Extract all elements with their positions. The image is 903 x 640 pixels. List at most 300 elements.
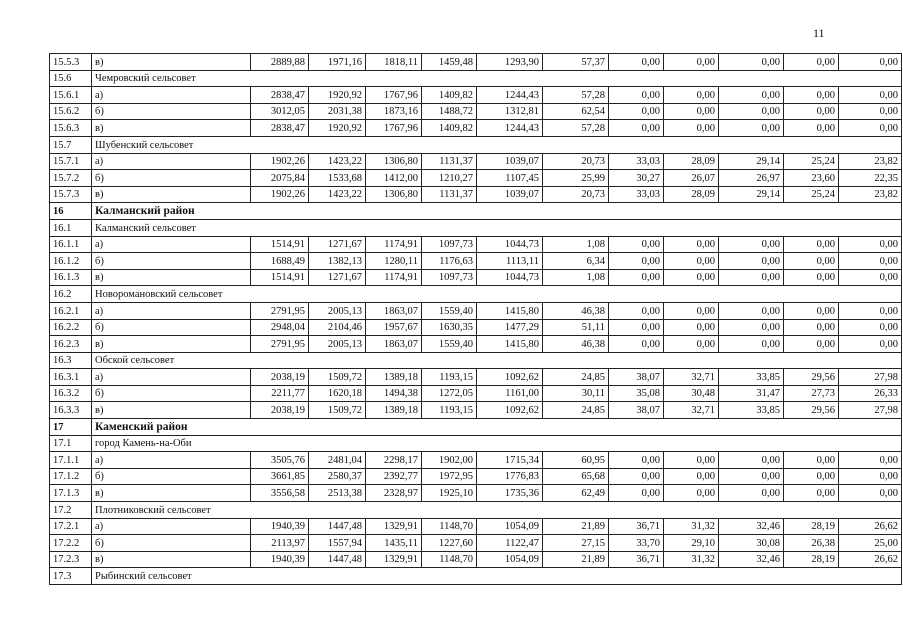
value-cell: 1459,48 bbox=[422, 54, 477, 71]
row-code: 16.2.2 bbox=[50, 319, 92, 336]
value-cell: 1767,96 bbox=[366, 120, 422, 137]
value-cell: 1329,91 bbox=[366, 518, 422, 535]
value-cell: 1415,80 bbox=[477, 336, 543, 353]
table-row bbox=[50, 120, 902, 137]
value-cell: 1244,43 bbox=[477, 87, 543, 104]
value-cell: 2481,04 bbox=[309, 452, 366, 469]
row-code: 16.3 bbox=[50, 352, 92, 369]
row-variant: в) bbox=[92, 485, 251, 502]
table-row bbox=[50, 468, 902, 485]
value-cell: 1514,91 bbox=[251, 269, 309, 286]
row-code: 16.3.3 bbox=[50, 402, 92, 419]
value-cell: 1902,26 bbox=[251, 186, 309, 203]
row-code: 15.6.3 bbox=[50, 120, 92, 137]
table-row bbox=[50, 535, 902, 552]
row-variant: в) bbox=[92, 402, 251, 419]
value-cell: 57,28 bbox=[543, 120, 609, 137]
value-cell: 1435,11 bbox=[366, 535, 422, 552]
value-cell: 0,00 bbox=[609, 336, 664, 353]
value-cell: 25,00 bbox=[839, 535, 902, 552]
value-cell: 2513,38 bbox=[309, 485, 366, 502]
value-cell: 0,00 bbox=[719, 485, 784, 502]
row-variant: а) bbox=[92, 153, 251, 170]
settlement-name: Обской сельсовет bbox=[92, 352, 902, 369]
value-cell: 0,00 bbox=[719, 253, 784, 270]
value-cell: 33,03 bbox=[609, 153, 664, 170]
district-row bbox=[50, 203, 902, 220]
table-row bbox=[50, 485, 902, 502]
value-cell: 2113,97 bbox=[251, 535, 309, 552]
value-cell: 2104,46 bbox=[309, 319, 366, 336]
value-cell: 26,38 bbox=[784, 535, 839, 552]
value-cell: 0,00 bbox=[664, 336, 719, 353]
value-cell: 2298,17 bbox=[366, 452, 422, 469]
value-cell: 0,00 bbox=[609, 54, 664, 71]
value-cell: 32,71 bbox=[664, 369, 719, 386]
value-cell: 3505,76 bbox=[251, 452, 309, 469]
value-cell: 0,00 bbox=[664, 468, 719, 485]
value-cell: 22,35 bbox=[839, 170, 902, 187]
value-cell: 0,00 bbox=[784, 452, 839, 469]
row-code: 16 bbox=[50, 203, 92, 220]
value-cell: 0,00 bbox=[609, 302, 664, 319]
value-cell: 1423,22 bbox=[309, 153, 366, 170]
row-code: 17.2.1 bbox=[50, 518, 92, 535]
value-cell: 1559,40 bbox=[422, 302, 477, 319]
row-variant: а) bbox=[92, 452, 251, 469]
value-cell: 23,82 bbox=[839, 153, 902, 170]
value-cell: 62,49 bbox=[543, 485, 609, 502]
row-variant: а) bbox=[92, 302, 251, 319]
row-code: 17 bbox=[50, 419, 92, 436]
value-cell: 1715,34 bbox=[477, 452, 543, 469]
value-cell: 57,37 bbox=[543, 54, 609, 71]
settlement-name: Калманский сельсовет bbox=[92, 219, 902, 236]
value-cell: 1097,73 bbox=[422, 269, 477, 286]
value-cell: 2211,77 bbox=[251, 385, 309, 402]
row-variant: в) bbox=[92, 54, 251, 71]
row-code: 16.1 bbox=[50, 219, 92, 236]
value-cell: 1271,67 bbox=[309, 269, 366, 286]
value-cell: 1509,72 bbox=[309, 369, 366, 386]
value-cell: 1161,00 bbox=[477, 385, 543, 402]
value-cell: 26,62 bbox=[839, 518, 902, 535]
value-cell: 1107,45 bbox=[477, 170, 543, 187]
value-cell: 28,09 bbox=[664, 153, 719, 170]
value-cell: 0,00 bbox=[784, 302, 839, 319]
row-variant: в) bbox=[92, 551, 251, 568]
value-cell: 1630,35 bbox=[422, 319, 477, 336]
row-variant: б) bbox=[92, 535, 251, 552]
value-cell: 32,46 bbox=[719, 551, 784, 568]
value-cell: 1382,13 bbox=[309, 253, 366, 270]
row-variant: в) bbox=[92, 120, 251, 137]
value-cell: 1092,62 bbox=[477, 402, 543, 419]
value-cell: 0,00 bbox=[784, 87, 839, 104]
settlement-name: Шубенский сельсовет bbox=[92, 136, 902, 153]
value-cell: 23,60 bbox=[784, 170, 839, 187]
value-cell: 1925,10 bbox=[422, 485, 477, 502]
value-cell: 0,00 bbox=[719, 54, 784, 71]
row-code: 17.2.3 bbox=[50, 551, 92, 568]
value-cell: 0,00 bbox=[609, 253, 664, 270]
value-cell: 2580,37 bbox=[309, 468, 366, 485]
value-cell: 1409,82 bbox=[422, 87, 477, 104]
value-cell: 30,08 bbox=[719, 535, 784, 552]
row-code: 16.1.3 bbox=[50, 269, 92, 286]
value-cell: 27,98 bbox=[839, 402, 902, 419]
value-cell: 0,00 bbox=[839, 103, 902, 120]
value-cell: 33,03 bbox=[609, 186, 664, 203]
value-cell: 30,48 bbox=[664, 385, 719, 402]
value-cell: 3012,05 bbox=[251, 103, 309, 120]
value-cell: 1971,16 bbox=[309, 54, 366, 71]
value-cell: 0,00 bbox=[664, 319, 719, 336]
row-code: 17.2 bbox=[50, 502, 92, 519]
value-cell: 21,89 bbox=[543, 518, 609, 535]
value-cell: 1039,07 bbox=[477, 186, 543, 203]
value-cell: 25,99 bbox=[543, 170, 609, 187]
value-cell: 30,27 bbox=[609, 170, 664, 187]
value-cell: 0,00 bbox=[839, 269, 902, 286]
table-row bbox=[50, 385, 902, 402]
value-cell: 26,33 bbox=[839, 385, 902, 402]
value-cell: 0,00 bbox=[839, 236, 902, 253]
value-cell: 1044,73 bbox=[477, 269, 543, 286]
value-cell: 1902,00 bbox=[422, 452, 477, 469]
value-cell: 1972,95 bbox=[422, 468, 477, 485]
value-cell: 0,00 bbox=[609, 269, 664, 286]
value-cell: 26,07 bbox=[664, 170, 719, 187]
value-cell: 0,00 bbox=[784, 54, 839, 71]
table-row bbox=[50, 253, 902, 270]
value-cell: 2948,04 bbox=[251, 319, 309, 336]
value-cell: 0,00 bbox=[664, 485, 719, 502]
value-cell: 1176,63 bbox=[422, 253, 477, 270]
settlement-row bbox=[50, 286, 902, 303]
row-code: 15.5.3 bbox=[50, 54, 92, 71]
value-cell: 0,00 bbox=[664, 253, 719, 270]
value-cell: 51,11 bbox=[543, 319, 609, 336]
value-cell: 1863,07 bbox=[366, 336, 422, 353]
row-variant: б) bbox=[92, 468, 251, 485]
value-cell: 2328,97 bbox=[366, 485, 422, 502]
table-row bbox=[50, 452, 902, 469]
value-cell: 0,00 bbox=[609, 468, 664, 485]
settlement-row bbox=[50, 568, 902, 585]
row-code: 16.2.3 bbox=[50, 336, 92, 353]
row-variant: а) bbox=[92, 236, 251, 253]
value-cell: 62,54 bbox=[543, 103, 609, 120]
value-cell: 1873,16 bbox=[366, 103, 422, 120]
value-cell: 1227,60 bbox=[422, 535, 477, 552]
value-cell: 1920,92 bbox=[309, 87, 366, 104]
value-cell: 31,32 bbox=[664, 551, 719, 568]
value-cell: 36,71 bbox=[609, 518, 664, 535]
value-cell: 0,00 bbox=[784, 236, 839, 253]
row-code: 16.2.1 bbox=[50, 302, 92, 319]
row-variant: в) bbox=[92, 336, 251, 353]
value-cell: 1818,11 bbox=[366, 54, 422, 71]
row-variant: б) bbox=[92, 319, 251, 336]
table-row bbox=[50, 269, 902, 286]
value-cell: 2005,13 bbox=[309, 302, 366, 319]
value-cell: 0,00 bbox=[839, 87, 902, 104]
value-cell: 27,98 bbox=[839, 369, 902, 386]
value-cell: 1767,96 bbox=[366, 87, 422, 104]
row-variant: в) bbox=[92, 186, 251, 203]
row-code: 17.3 bbox=[50, 568, 92, 585]
value-cell: 0,00 bbox=[664, 54, 719, 71]
value-cell: 28,19 bbox=[784, 518, 839, 535]
row-code: 17.1 bbox=[50, 435, 92, 452]
value-cell: 0,00 bbox=[784, 103, 839, 120]
value-cell: 2075,84 bbox=[251, 170, 309, 187]
row-code: 16.3.1 bbox=[50, 369, 92, 386]
value-cell: 1193,15 bbox=[422, 402, 477, 419]
value-cell: 1389,18 bbox=[366, 369, 422, 386]
page-number: 11 bbox=[813, 26, 825, 40]
value-cell: 0,00 bbox=[719, 319, 784, 336]
value-cell: 0,00 bbox=[839, 452, 902, 469]
row-variant: б) bbox=[92, 385, 251, 402]
value-cell: 1415,80 bbox=[477, 302, 543, 319]
value-cell: 20,73 bbox=[543, 186, 609, 203]
value-cell: 2005,13 bbox=[309, 336, 366, 353]
value-cell: 0,00 bbox=[839, 485, 902, 502]
value-cell: 0,00 bbox=[839, 54, 902, 71]
value-cell: 21,89 bbox=[543, 551, 609, 568]
value-cell: 1,08 bbox=[543, 236, 609, 253]
value-cell: 29,10 bbox=[664, 535, 719, 552]
value-cell: 29,56 bbox=[784, 369, 839, 386]
value-cell: 60,95 bbox=[543, 452, 609, 469]
value-cell: 1409,82 bbox=[422, 120, 477, 137]
value-cell: 20,73 bbox=[543, 153, 609, 170]
value-cell: 1092,62 bbox=[477, 369, 543, 386]
value-cell: 1148,70 bbox=[422, 518, 477, 535]
value-cell: 1620,18 bbox=[309, 385, 366, 402]
table-row bbox=[50, 319, 902, 336]
value-cell: 25,24 bbox=[784, 153, 839, 170]
value-cell: 2038,19 bbox=[251, 369, 309, 386]
value-cell: 1329,91 bbox=[366, 551, 422, 568]
value-cell: 65,68 bbox=[543, 468, 609, 485]
value-cell: 2038,19 bbox=[251, 402, 309, 419]
value-cell: 1389,18 bbox=[366, 402, 422, 419]
district-row bbox=[50, 419, 902, 436]
value-cell: 1054,09 bbox=[477, 518, 543, 535]
value-cell: 1957,67 bbox=[366, 319, 422, 336]
settlement-row bbox=[50, 352, 902, 369]
table-row bbox=[50, 518, 902, 535]
value-cell: 1097,73 bbox=[422, 236, 477, 253]
value-cell: 0,00 bbox=[719, 87, 784, 104]
value-cell: 1122,47 bbox=[477, 535, 543, 552]
row-code: 15.7.3 bbox=[50, 186, 92, 203]
table-row bbox=[50, 54, 902, 71]
value-cell: 1193,15 bbox=[422, 369, 477, 386]
value-cell: 23,82 bbox=[839, 186, 902, 203]
value-cell: 0,00 bbox=[609, 87, 664, 104]
value-cell: 2791,95 bbox=[251, 336, 309, 353]
value-cell: 0,00 bbox=[664, 103, 719, 120]
value-cell: 1447,48 bbox=[309, 551, 366, 568]
tariff-table bbox=[49, 53, 902, 585]
value-cell: 0,00 bbox=[664, 269, 719, 286]
row-variant: б) bbox=[92, 253, 251, 270]
value-cell: 1174,91 bbox=[366, 236, 422, 253]
value-cell: 1412,00 bbox=[366, 170, 422, 187]
table-row bbox=[50, 402, 902, 419]
value-cell: 0,00 bbox=[609, 236, 664, 253]
row-variant: б) bbox=[92, 170, 251, 187]
value-cell: 25,24 bbox=[784, 186, 839, 203]
district-name: Калманский район bbox=[92, 203, 902, 220]
value-cell: 29,14 bbox=[719, 186, 784, 203]
value-cell: 32,46 bbox=[719, 518, 784, 535]
value-cell: 1557,94 bbox=[309, 535, 366, 552]
value-cell: 1940,39 bbox=[251, 518, 309, 535]
value-cell: 1039,07 bbox=[477, 153, 543, 170]
value-cell: 38,07 bbox=[609, 369, 664, 386]
table-row bbox=[50, 87, 902, 104]
value-cell: 1293,90 bbox=[477, 54, 543, 71]
value-cell: 3556,58 bbox=[251, 485, 309, 502]
value-cell: 57,28 bbox=[543, 87, 609, 104]
value-cell: 26,62 bbox=[839, 551, 902, 568]
value-cell: 0,00 bbox=[784, 468, 839, 485]
settlement-name: город Камень-на-Оби bbox=[92, 435, 902, 452]
row-code: 17.1.3 bbox=[50, 485, 92, 502]
value-cell: 1488,72 bbox=[422, 103, 477, 120]
value-cell: 1244,43 bbox=[477, 120, 543, 137]
value-cell: 0,00 bbox=[664, 236, 719, 253]
row-code: 17.1.2 bbox=[50, 468, 92, 485]
value-cell: 32,71 bbox=[664, 402, 719, 419]
value-cell: 1044,73 bbox=[477, 236, 543, 253]
settlement-row bbox=[50, 435, 902, 452]
table-body bbox=[50, 54, 902, 585]
value-cell: 24,85 bbox=[543, 369, 609, 386]
settlement-row bbox=[50, 136, 902, 153]
row-variant: а) bbox=[92, 369, 251, 386]
settlement-row bbox=[50, 219, 902, 236]
value-cell: 2791,95 bbox=[251, 302, 309, 319]
value-cell: 0,00 bbox=[719, 269, 784, 286]
value-cell: 38,07 bbox=[609, 402, 664, 419]
value-cell: 1920,92 bbox=[309, 120, 366, 137]
value-cell: 0,00 bbox=[609, 319, 664, 336]
table-row bbox=[50, 153, 902, 170]
row-variant: а) bbox=[92, 518, 251, 535]
row-code: 15.6.1 bbox=[50, 87, 92, 104]
value-cell: 35,08 bbox=[609, 385, 664, 402]
value-cell: 1306,80 bbox=[366, 153, 422, 170]
value-cell: 1688,49 bbox=[251, 253, 309, 270]
value-cell: 46,38 bbox=[543, 336, 609, 353]
row-code: 15.7.2 bbox=[50, 170, 92, 187]
value-cell: 1509,72 bbox=[309, 402, 366, 419]
value-cell: 31,32 bbox=[664, 518, 719, 535]
value-cell: 1131,37 bbox=[422, 186, 477, 203]
value-cell: 6,34 bbox=[543, 253, 609, 270]
row-variant: в) bbox=[92, 269, 251, 286]
value-cell: 0,00 bbox=[839, 336, 902, 353]
settlement-row bbox=[50, 502, 902, 519]
value-cell: 1113,11 bbox=[477, 253, 543, 270]
value-cell: 0,00 bbox=[784, 120, 839, 137]
row-code: 15.7.1 bbox=[50, 153, 92, 170]
row-variant: б) bbox=[92, 103, 251, 120]
value-cell: 29,56 bbox=[784, 402, 839, 419]
value-cell: 33,85 bbox=[719, 402, 784, 419]
value-cell: 0,00 bbox=[839, 302, 902, 319]
row-code: 15.6.2 bbox=[50, 103, 92, 120]
value-cell: 0,00 bbox=[719, 468, 784, 485]
value-cell: 0,00 bbox=[839, 468, 902, 485]
table-row bbox=[50, 186, 902, 203]
value-cell: 0,00 bbox=[719, 452, 784, 469]
value-cell: 0,00 bbox=[664, 302, 719, 319]
row-code: 16.1.2 bbox=[50, 253, 92, 270]
value-cell: 1494,38 bbox=[366, 385, 422, 402]
table-row bbox=[50, 336, 902, 353]
value-cell: 0,00 bbox=[664, 87, 719, 104]
table-row bbox=[50, 551, 902, 568]
value-cell: 1054,09 bbox=[477, 551, 543, 568]
value-cell: 33,70 bbox=[609, 535, 664, 552]
value-cell: 0,00 bbox=[664, 452, 719, 469]
value-cell: 2838,47 bbox=[251, 87, 309, 104]
value-cell: 31,47 bbox=[719, 385, 784, 402]
value-cell: 28,19 bbox=[784, 551, 839, 568]
row-code: 15.7 bbox=[50, 136, 92, 153]
value-cell: 1280,11 bbox=[366, 253, 422, 270]
value-cell: 0,00 bbox=[839, 120, 902, 137]
value-cell: 3661,85 bbox=[251, 468, 309, 485]
value-cell: 0,00 bbox=[719, 120, 784, 137]
value-cell: 0,00 bbox=[719, 236, 784, 253]
value-cell: 1131,37 bbox=[422, 153, 477, 170]
value-cell: 0,00 bbox=[609, 452, 664, 469]
settlement-name: Рыбинский сельсовет bbox=[92, 568, 902, 585]
value-cell: 1477,29 bbox=[477, 319, 543, 336]
value-cell: 27,73 bbox=[784, 385, 839, 402]
value-cell: 1174,91 bbox=[366, 269, 422, 286]
value-cell: 2838,47 bbox=[251, 120, 309, 137]
value-cell: 46,38 bbox=[543, 302, 609, 319]
district-name: Каменский район bbox=[92, 419, 902, 436]
value-cell: 1940,39 bbox=[251, 551, 309, 568]
value-cell: 0,00 bbox=[784, 319, 839, 336]
value-cell: 0,00 bbox=[839, 253, 902, 270]
value-cell: 36,71 bbox=[609, 551, 664, 568]
value-cell: 1271,67 bbox=[309, 236, 366, 253]
value-cell: 1559,40 bbox=[422, 336, 477, 353]
value-cell: 0,00 bbox=[609, 120, 664, 137]
row-code: 15.6 bbox=[50, 70, 92, 87]
value-cell: 2031,38 bbox=[309, 103, 366, 120]
row-code: 17.2.2 bbox=[50, 535, 92, 552]
value-cell: 1863,07 bbox=[366, 302, 422, 319]
value-cell: 0,00 bbox=[784, 485, 839, 502]
value-cell: 0,00 bbox=[609, 485, 664, 502]
table-row bbox=[50, 369, 902, 386]
table-row bbox=[50, 302, 902, 319]
value-cell: 1210,27 bbox=[422, 170, 477, 187]
table-row bbox=[50, 170, 902, 187]
